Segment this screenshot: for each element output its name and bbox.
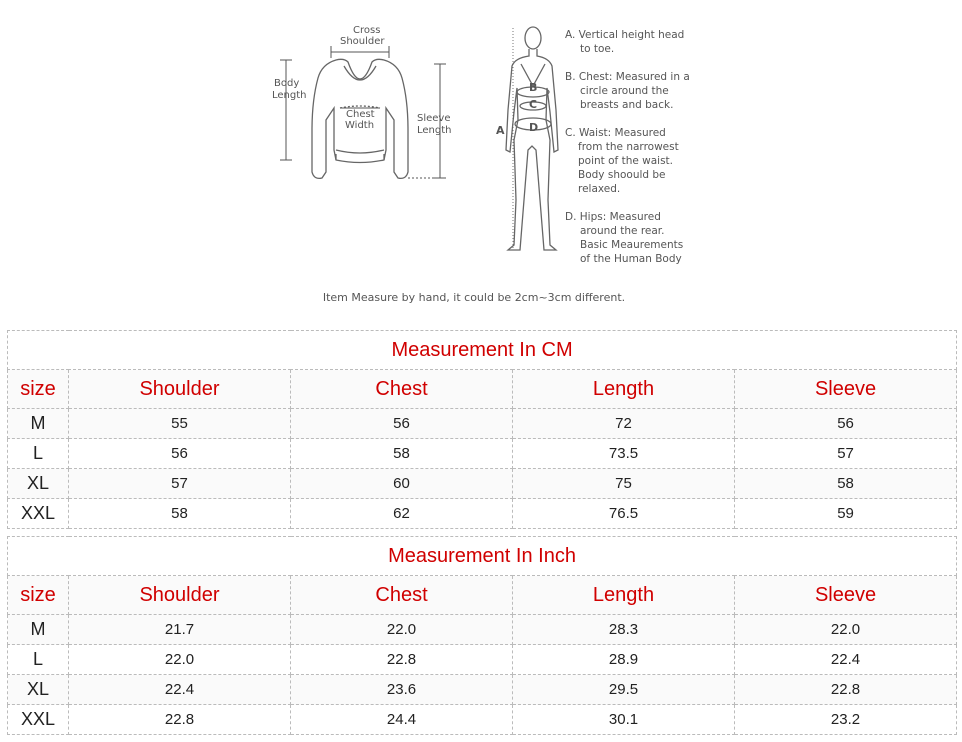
cm-cell-shoulder: 57 <box>69 469 291 499</box>
cm-size-table <box>7 330 957 529</box>
cm-cell-length: 76.5 <box>513 499 735 529</box>
letter-a: A <box>496 124 505 137</box>
note-c-1: C. Waist: Measured <box>565 127 666 139</box>
inch-cell-size: L <box>8 645 69 675</box>
cm-table-body <box>8 409 957 529</box>
cm-table-row <box>8 409 957 439</box>
inch-cell-size: M <box>8 615 69 645</box>
cm-cell-chest: 62 <box>291 499 513 529</box>
body-length-label-1: Body <box>274 78 300 89</box>
inch-table-row <box>8 615 957 645</box>
cm-cell-size: XXL <box>8 499 69 529</box>
inch-cell-length: 28.3 <box>513 615 735 645</box>
inch-table-row <box>8 675 957 705</box>
cm-cell-chest: 60 <box>291 469 513 499</box>
note-b-1: B. Chest: Measured in a <box>565 71 690 83</box>
cm-table-title: Measurement In CM <box>8 331 957 370</box>
cm-cell-chest: 58 <box>291 439 513 469</box>
inch-cell-chest: 22.0 <box>291 615 513 645</box>
inch-cell-sleeve: 22.4 <box>735 645 957 675</box>
inch-cell-shoulder: 22.8 <box>69 705 291 735</box>
cm-cell-sleeve: 59 <box>735 499 957 529</box>
cm-header-size: size <box>8 370 69 409</box>
cm-cell-sleeve: 57 <box>735 439 957 469</box>
cm-table-row <box>8 499 957 529</box>
cm-cell-shoulder: 55 <box>69 409 291 439</box>
letter-d: D <box>529 121 539 134</box>
inch-cell-length: 29.5 <box>513 675 735 705</box>
cm-cell-shoulder: 56 <box>69 439 291 469</box>
cm-header-chest: Chest <box>291 370 513 409</box>
note-d-2: around the rear. <box>580 225 665 237</box>
note-a-1: A. Vertical height head <box>565 29 685 41</box>
cm-cell-size: M <box>8 409 69 439</box>
cm-cell-sleeve: 58 <box>735 469 957 499</box>
inch-cell-sleeve: 22.0 <box>735 615 957 645</box>
inch-header-length: Length <box>513 576 735 615</box>
inch-cell-length: 28.9 <box>513 645 735 675</box>
inch-size-table <box>7 536 957 735</box>
inch-table-body <box>8 615 957 735</box>
cm-header-shoulder: Shoulder <box>69 370 291 409</box>
note-d-1: D. Hips: Measured <box>565 211 661 223</box>
chest-width-label-1: Chest <box>346 109 375 120</box>
inch-table-title: Measurement In Inch <box>8 537 957 576</box>
human-body-illustration <box>506 27 558 250</box>
cm-cell-shoulder: 58 <box>69 499 291 529</box>
cm-cell-length: 72 <box>513 409 735 439</box>
inch-header-chest: Chest <box>291 576 513 615</box>
inch-cell-size: XXL <box>8 705 69 735</box>
inch-cell-chest: 24.4 <box>291 705 513 735</box>
inch-cell-sleeve: 22.8 <box>735 675 957 705</box>
cm-cell-sleeve: 56 <box>735 409 957 439</box>
note-c-5: relaxed. <box>578 183 621 195</box>
cross-shoulder-label-1: Cross <box>353 25 381 36</box>
measurement-diagram <box>0 0 962 325</box>
note-b-2: circle around the <box>580 85 669 97</box>
sleeve-length-label-2: Length <box>417 125 452 136</box>
inch-header-size: size <box>8 576 69 615</box>
body-length-label-2: Length <box>272 90 307 101</box>
cm-cell-chest: 56 <box>291 409 513 439</box>
inch-cell-shoulder: 22.0 <box>69 645 291 675</box>
note-c-2: from the narrowest <box>578 141 679 153</box>
inch-header-shoulder: Shoulder <box>69 576 291 615</box>
letter-b: B <box>529 81 538 94</box>
inch-cell-length: 30.1 <box>513 705 735 735</box>
inch-cell-shoulder: 22.4 <box>69 675 291 705</box>
inch-header-row <box>8 576 957 615</box>
letter-c: C <box>529 98 538 111</box>
chest-width-label-2: Width <box>345 120 375 131</box>
note-b-3: breasts and back. <box>580 99 674 111</box>
cm-header-sleeve: Sleeve <box>735 370 957 409</box>
cm-cell-length: 75 <box>513 469 735 499</box>
inch-cell-size: XL <box>8 675 69 705</box>
inch-cell-chest: 22.8 <box>291 645 513 675</box>
cm-cell-size: XL <box>8 469 69 499</box>
inch-table-row <box>8 645 957 675</box>
note-c-3: point of the waist. <box>578 155 674 167</box>
cm-table-row <box>8 439 957 469</box>
inch-table-row <box>8 705 957 735</box>
note-d-3: Basic Meaurements <box>580 239 684 251</box>
cm-cell-length: 73.5 <box>513 439 735 469</box>
cm-cell-size: L <box>8 439 69 469</box>
inch-cell-shoulder: 21.7 <box>69 615 291 645</box>
cm-table-row <box>8 469 957 499</box>
measure-note: Item Measure by hand, it could be 2cm~3cm different. <box>322 291 626 304</box>
cross-shoulder-label-2: Shoulder <box>340 36 385 47</box>
inch-cell-chest: 23.6 <box>291 675 513 705</box>
note-a-2: to toe. <box>580 43 615 55</box>
inch-header-sleeve: Sleeve <box>735 576 957 615</box>
cm-header-row <box>8 370 957 409</box>
sleeve-length-label-1: Sleeve <box>417 113 451 124</box>
note-c-4: Body shoould be <box>578 169 666 181</box>
note-d-4: of the Human Body <box>580 253 682 265</box>
inch-cell-sleeve: 23.2 <box>735 705 957 735</box>
cm-header-length: Length <box>513 370 735 409</box>
